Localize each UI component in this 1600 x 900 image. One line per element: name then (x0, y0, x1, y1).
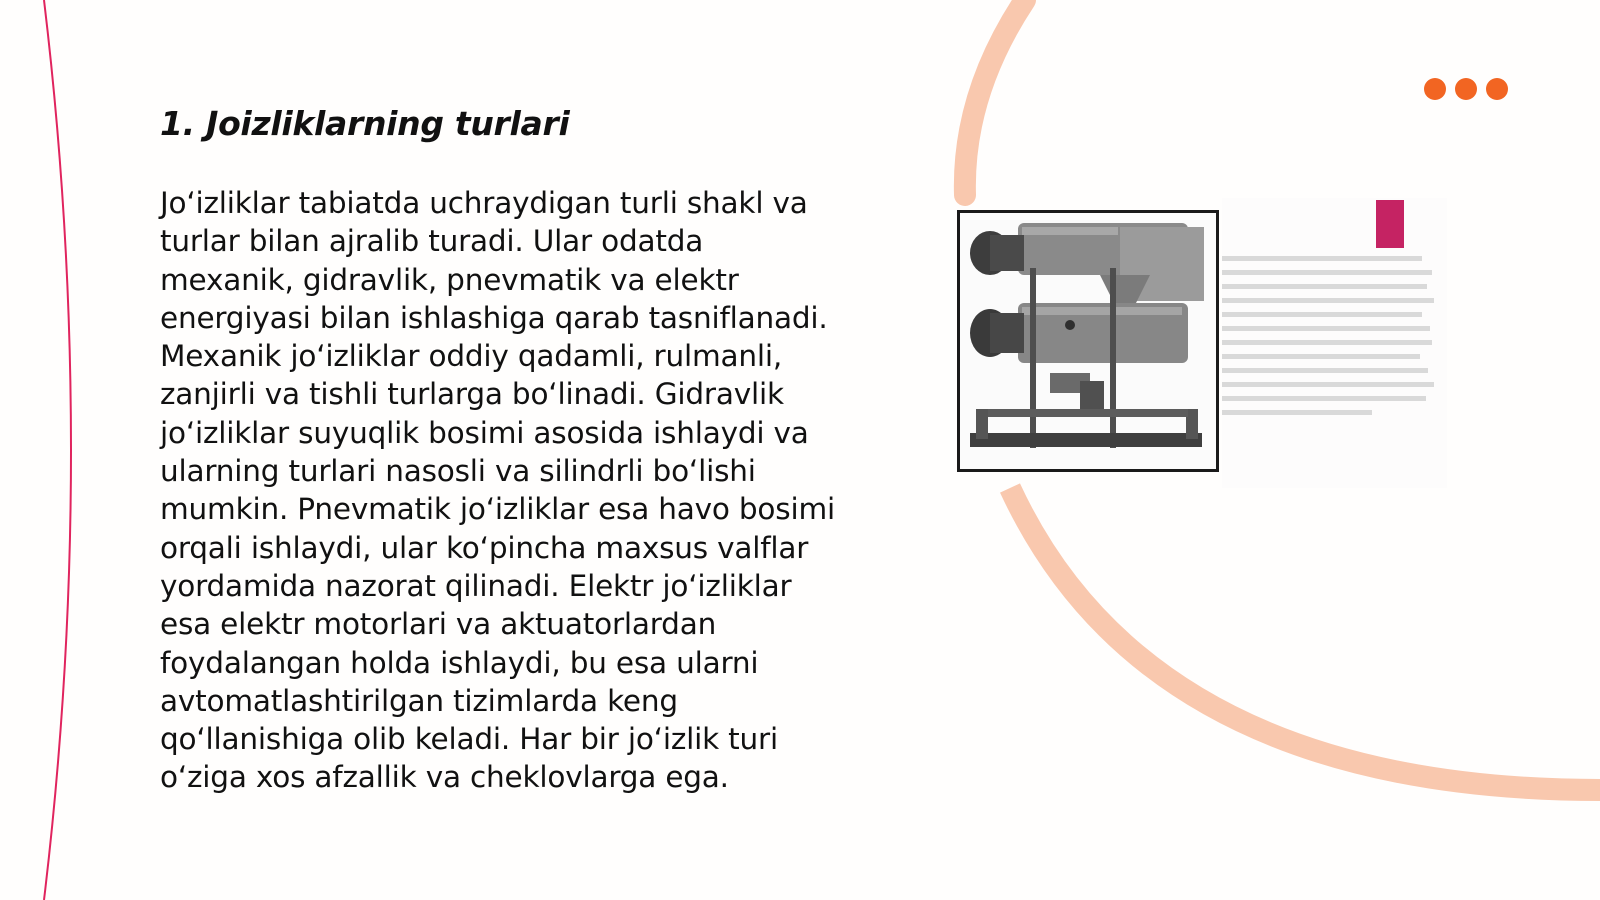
doc-line (1222, 256, 1422, 261)
doc-line (1222, 354, 1420, 359)
doc-line (1222, 396, 1426, 401)
slide-title: 1. Joizliklarning turlari (160, 104, 570, 143)
faded-document-image (1222, 198, 1447, 488)
doc-line (1222, 410, 1372, 415)
doc-line (1222, 382, 1434, 387)
doc-line (1222, 340, 1432, 345)
dot-icon (1424, 78, 1446, 100)
machine-image (957, 210, 1219, 472)
doc-line (1222, 270, 1432, 275)
doc-line (1222, 368, 1428, 373)
doc-line (1222, 326, 1430, 331)
slide-body-text: Jo‘izliklar tabiatda uchraydigan turli shakl va turlar bilan ajralib turadi. Ular odatda mexanik, gidravlik, pnevmatik va elektr energiyasi bilan ishlashiga qarab tasniflanadi. Mexanik jo‘izliklar oddiy qadamli, rulmanli, zanjirli va tishli turlarga bo‘linadi. Gidravlik jo‘izliklar suyuqlik bosimi asosida ishlaydi va ularning turlari nasosli va silindrli bo‘lishi mumkin. Pnevmatik jo‘izliklar esa havo bosimi orqali ishlaydi, ular ko‘pincha maxsus valflar yordamida nazorat qilinadi. Elektr jo‘izliklar esa elektr motorlari va aktuatorlardan foydalangan holda ishlaydi, bu esa ularni avtomatlashtirilgan tizimlarda keng qo‘llanishiga olib keladi. Har bir jo‘izlik turi o‘ziga xos afzallik va cheklovlarga ega. (160, 186, 835, 795)
doc-line (1222, 298, 1434, 303)
peach-arc-lower (1010, 488, 1600, 790)
dot-icon (1455, 78, 1477, 100)
industrial-machine-illustration (960, 213, 1216, 469)
left-curve-line (44, 0, 71, 900)
doc-line (1222, 312, 1422, 317)
peach-arc (965, 0, 1025, 195)
doc-line (1222, 284, 1427, 289)
menu-dots-icon[interactable] (1424, 78, 1508, 100)
bookmark-marker (1376, 200, 1404, 248)
dot-icon (1486, 78, 1508, 100)
